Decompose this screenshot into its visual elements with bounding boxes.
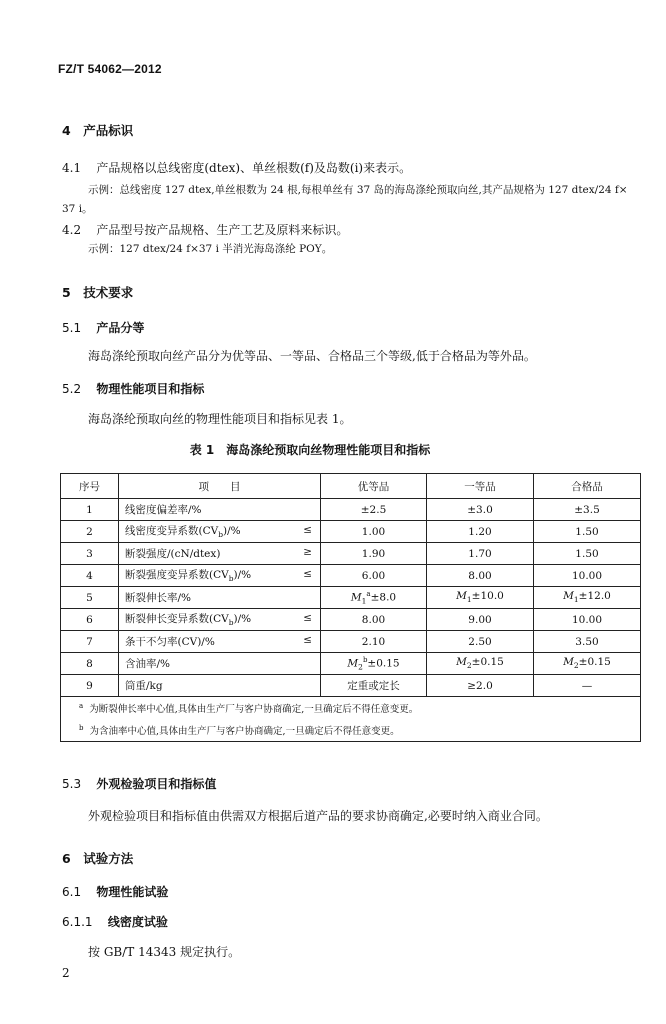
table-caption-number: 表 1 <box>189 443 215 457</box>
row-relation-symbol: ≤ <box>303 634 312 646</box>
row-item <box>119 499 321 521</box>
clause-4-2-text: 产品型号按产品规格、生产工艺及原料来标识。 <box>96 223 349 237</box>
row-item-label-text: 断裂伸长变异系数(CV <box>125 613 229 626</box>
row-item <box>119 609 321 631</box>
header-grade-qualified: 合格品 <box>534 474 641 499</box>
row-item-label-unit: )/% <box>233 569 252 582</box>
clause-6-1-1-text: 按 GB/T 14343 规定执行。 <box>88 945 241 959</box>
row-item-label-text: 线密度变异系数(CV <box>125 525 219 538</box>
table-row <box>61 609 641 631</box>
table-notes-row <box>61 697 641 742</box>
row-item-subscript: b <box>228 618 234 628</box>
clause-6-1-1-number: 6.1.1 <box>62 915 93 929</box>
symbol-subscript: 1 <box>466 595 472 605</box>
row-item-label-unit: )/% <box>223 525 241 538</box>
tolerance-value: ±10.0 <box>471 590 504 603</box>
clause-6-1-1-heading <box>62 913 168 930</box>
table-row <box>61 587 641 609</box>
row-grade-first: 1.20 <box>427 521 534 543</box>
row-no: 9 <box>61 675 119 697</box>
symbol-subscript: 2 <box>466 661 472 671</box>
symbol-m: M <box>456 656 467 669</box>
row-grade-superior: 1.90 <box>321 543 427 565</box>
row-grade-qualified: 3.50 <box>534 631 641 653</box>
clause-5-3-number: 5.3 <box>62 777 82 791</box>
row-grade-qualified: 1.50 <box>534 521 641 543</box>
symbol-m: M <box>563 590 574 603</box>
table-row <box>61 499 641 521</box>
example-4-1-line2: 37 i。 <box>62 203 93 215</box>
clause-5-3-text: 外观检验项目和指标值由供需双方根据后道产品的要求协商确定,必要时纳入商业合同。 <box>88 809 548 823</box>
row-item-label: 线密度偏差率/% <box>125 504 202 516</box>
header-item: 项 目 <box>119 474 321 499</box>
row-item-label <box>125 525 241 540</box>
row-item <box>119 631 321 653</box>
row-grade-qualified: ±3.5 <box>534 499 641 521</box>
clause-4-1-text: 产品规格以总线密度(dtex)、单丝根数(f)及岛数(i)来表示。 <box>96 161 412 175</box>
clause-5-1-title: 产品分等 <box>96 321 145 335</box>
note-a-text: 为断裂伸长率中心值,具体由生产厂与客户协商确定,一旦确定后不得任意变更。 <box>89 704 419 716</box>
symbol-subscript: 2 <box>573 661 579 671</box>
clause-4-1-number: 4.1 <box>62 161 82 175</box>
row-grade-first: ≥2.0 <box>427 675 534 697</box>
page-number: 2 <box>62 966 70 980</box>
row-item-label: 断裂伸长率/% <box>125 592 192 604</box>
symbol-subscript: 1 <box>573 595 579 605</box>
clause-5-1-heading <box>62 319 144 336</box>
row-grade-superior: 1.00 <box>321 521 427 543</box>
table-row <box>61 565 641 587</box>
row-relation-symbol: ≥ <box>303 546 312 558</box>
row-grade-qualified: 1.50 <box>534 543 641 565</box>
row-grade-first: 1.70 <box>427 543 534 565</box>
row-grade-superior: 6.00 <box>321 565 427 587</box>
row-grade-first: 8.00 <box>427 565 534 587</box>
tolerance-value: ±12.0 <box>578 590 611 603</box>
clause-5-3-heading <box>62 775 216 792</box>
tolerance-value: ±8.0 <box>370 591 397 604</box>
row-item-label-text: 断裂强度变异系数(CV <box>125 569 229 582</box>
header-grade-first: 一等品 <box>427 474 534 499</box>
note-b-mark: b <box>79 724 84 733</box>
row-no: 4 <box>61 565 119 587</box>
clause-6-1-1-title: 线密度试验 <box>107 915 168 929</box>
row-grade-superior: 8.00 <box>321 609 427 631</box>
row-grade-first <box>427 653 534 675</box>
row-item-label: 条干不匀率(CV)/% <box>125 636 215 648</box>
clause-5-1-number: 5.1 <box>62 321 82 335</box>
row-no: 5 <box>61 587 119 609</box>
note-a-mark: a <box>79 702 84 710</box>
table-row <box>61 631 641 653</box>
standard-code-header: FZ/T 54062—2012 <box>58 62 162 76</box>
row-item <box>119 675 321 697</box>
row-item-label-unit: )/% <box>233 613 252 626</box>
section-5-heading: 5 技术要求 <box>62 285 134 300</box>
row-no: 2 <box>61 521 119 543</box>
header-no: 序号 <box>61 474 119 499</box>
table-caption <box>0 441 620 458</box>
table-note-b <box>79 719 640 741</box>
row-item <box>119 565 321 587</box>
clause-4-2 <box>62 221 348 238</box>
row-relation-symbol: ≤ <box>303 524 312 536</box>
row-no: 6 <box>61 609 119 631</box>
clause-6-1-number: 6.1 <box>62 885 82 899</box>
symbol-m: M <box>456 590 467 603</box>
tolerance-value: ±0.15 <box>578 656 611 669</box>
table-row <box>61 653 641 675</box>
row-grade-superior <box>321 653 427 675</box>
table-notes <box>61 697 641 742</box>
table-row <box>61 543 641 565</box>
footnote-mark: b <box>362 655 368 664</box>
clause-5-2-heading <box>62 380 204 397</box>
row-grade-qualified <box>534 653 641 675</box>
clause-4-2-number: 4.2 <box>62 223 82 237</box>
symbol-subscript: 2 <box>358 662 363 672</box>
row-grade-superior: 2.10 <box>321 631 427 653</box>
row-item-label: 断裂强度/(cN/dtex) <box>125 548 221 560</box>
clause-5-2-text: 海岛涤纶预取向丝的物理性能项目和指标见表 1。 <box>88 412 352 426</box>
row-item <box>119 587 321 609</box>
row-no: 1 <box>61 499 119 521</box>
row-grade-superior: ±2.5 <box>321 499 427 521</box>
clause-4-1 <box>62 159 411 176</box>
table-header-row <box>61 474 641 499</box>
section-6-heading: 6 试验方法 <box>62 851 134 866</box>
row-item <box>119 521 321 543</box>
table-row <box>61 675 641 697</box>
clause-5-3-title: 外观检验项目和指标值 <box>96 777 217 791</box>
row-item-subscript: b <box>218 530 224 540</box>
row-relation-symbol: ≤ <box>303 612 312 624</box>
row-item <box>119 543 321 565</box>
row-grade-superior <box>321 587 427 609</box>
clause-5-2-number: 5.2 <box>62 382 82 396</box>
clause-5-2-title: 物理性能项目和指标 <box>96 382 205 396</box>
row-no: 8 <box>61 653 119 675</box>
example-4-1-line1: 示例：总线密度 127 dtex,单丝根数为 24 根,每根单丝有 37 岛的海岛涤纶预取向丝,其产品规格为 127 dtex/24 f× <box>88 184 628 196</box>
header-grade-superior: 优等品 <box>321 474 427 499</box>
row-item-label <box>125 613 252 628</box>
row-grade-first: ±3.0 <box>427 499 534 521</box>
row-grade-first <box>427 587 534 609</box>
row-grade-qualified: — <box>534 675 641 697</box>
row-no: 7 <box>61 631 119 653</box>
section-4-heading: 4 产品标识 <box>62 123 134 138</box>
clause-6-1-heading <box>62 883 168 900</box>
row-grade-first: 9.00 <box>427 609 534 631</box>
tolerance-value: ±0.15 <box>367 657 400 670</box>
clause-5-1-text: 海岛涤纶预取向丝产品分为优等品、一等品、合格品三个等级,低于合格品为等外品。 <box>88 349 536 363</box>
symbol-m: M <box>347 657 359 670</box>
row-grade-qualified: 10.00 <box>534 565 641 587</box>
symbol-subscript: 1 <box>361 596 367 606</box>
clause-6-1-title: 物理性能试验 <box>96 885 169 899</box>
footnote-mark: a <box>366 589 371 598</box>
table-caption-title: 海岛涤纶预取向丝物理性能项目和指标 <box>226 443 431 457</box>
row-grade-qualified: 10.00 <box>534 609 641 631</box>
physical-properties-table <box>60 473 641 742</box>
table-note-a <box>79 697 640 719</box>
row-item-label <box>125 569 252 584</box>
row-no: 3 <box>61 543 119 565</box>
row-relation-symbol: ≤ <box>303 568 312 580</box>
symbol-m: M <box>350 591 362 604</box>
example-4-2: 示例：127 dtex/24 f×37 i 半消光海岛涤纶 POY。 <box>88 243 333 255</box>
row-item-label: 筒重/kg <box>125 680 163 692</box>
row-grade-superior: 定重或定长 <box>321 675 427 697</box>
row-item <box>119 653 321 675</box>
tolerance-value: ±0.15 <box>471 656 504 669</box>
row-item-subscript: b <box>228 574 234 584</box>
row-grade-qualified <box>534 587 641 609</box>
table-row <box>61 521 641 543</box>
row-item-label: 含油率/% <box>125 658 171 670</box>
row-grade-first: 2.50 <box>427 631 534 653</box>
symbol-m: M <box>563 656 574 669</box>
note-b-text: 为含油率中心值,具体由生产厂与客户协商确定,一旦确定后不得任意变更。 <box>89 726 400 738</box>
